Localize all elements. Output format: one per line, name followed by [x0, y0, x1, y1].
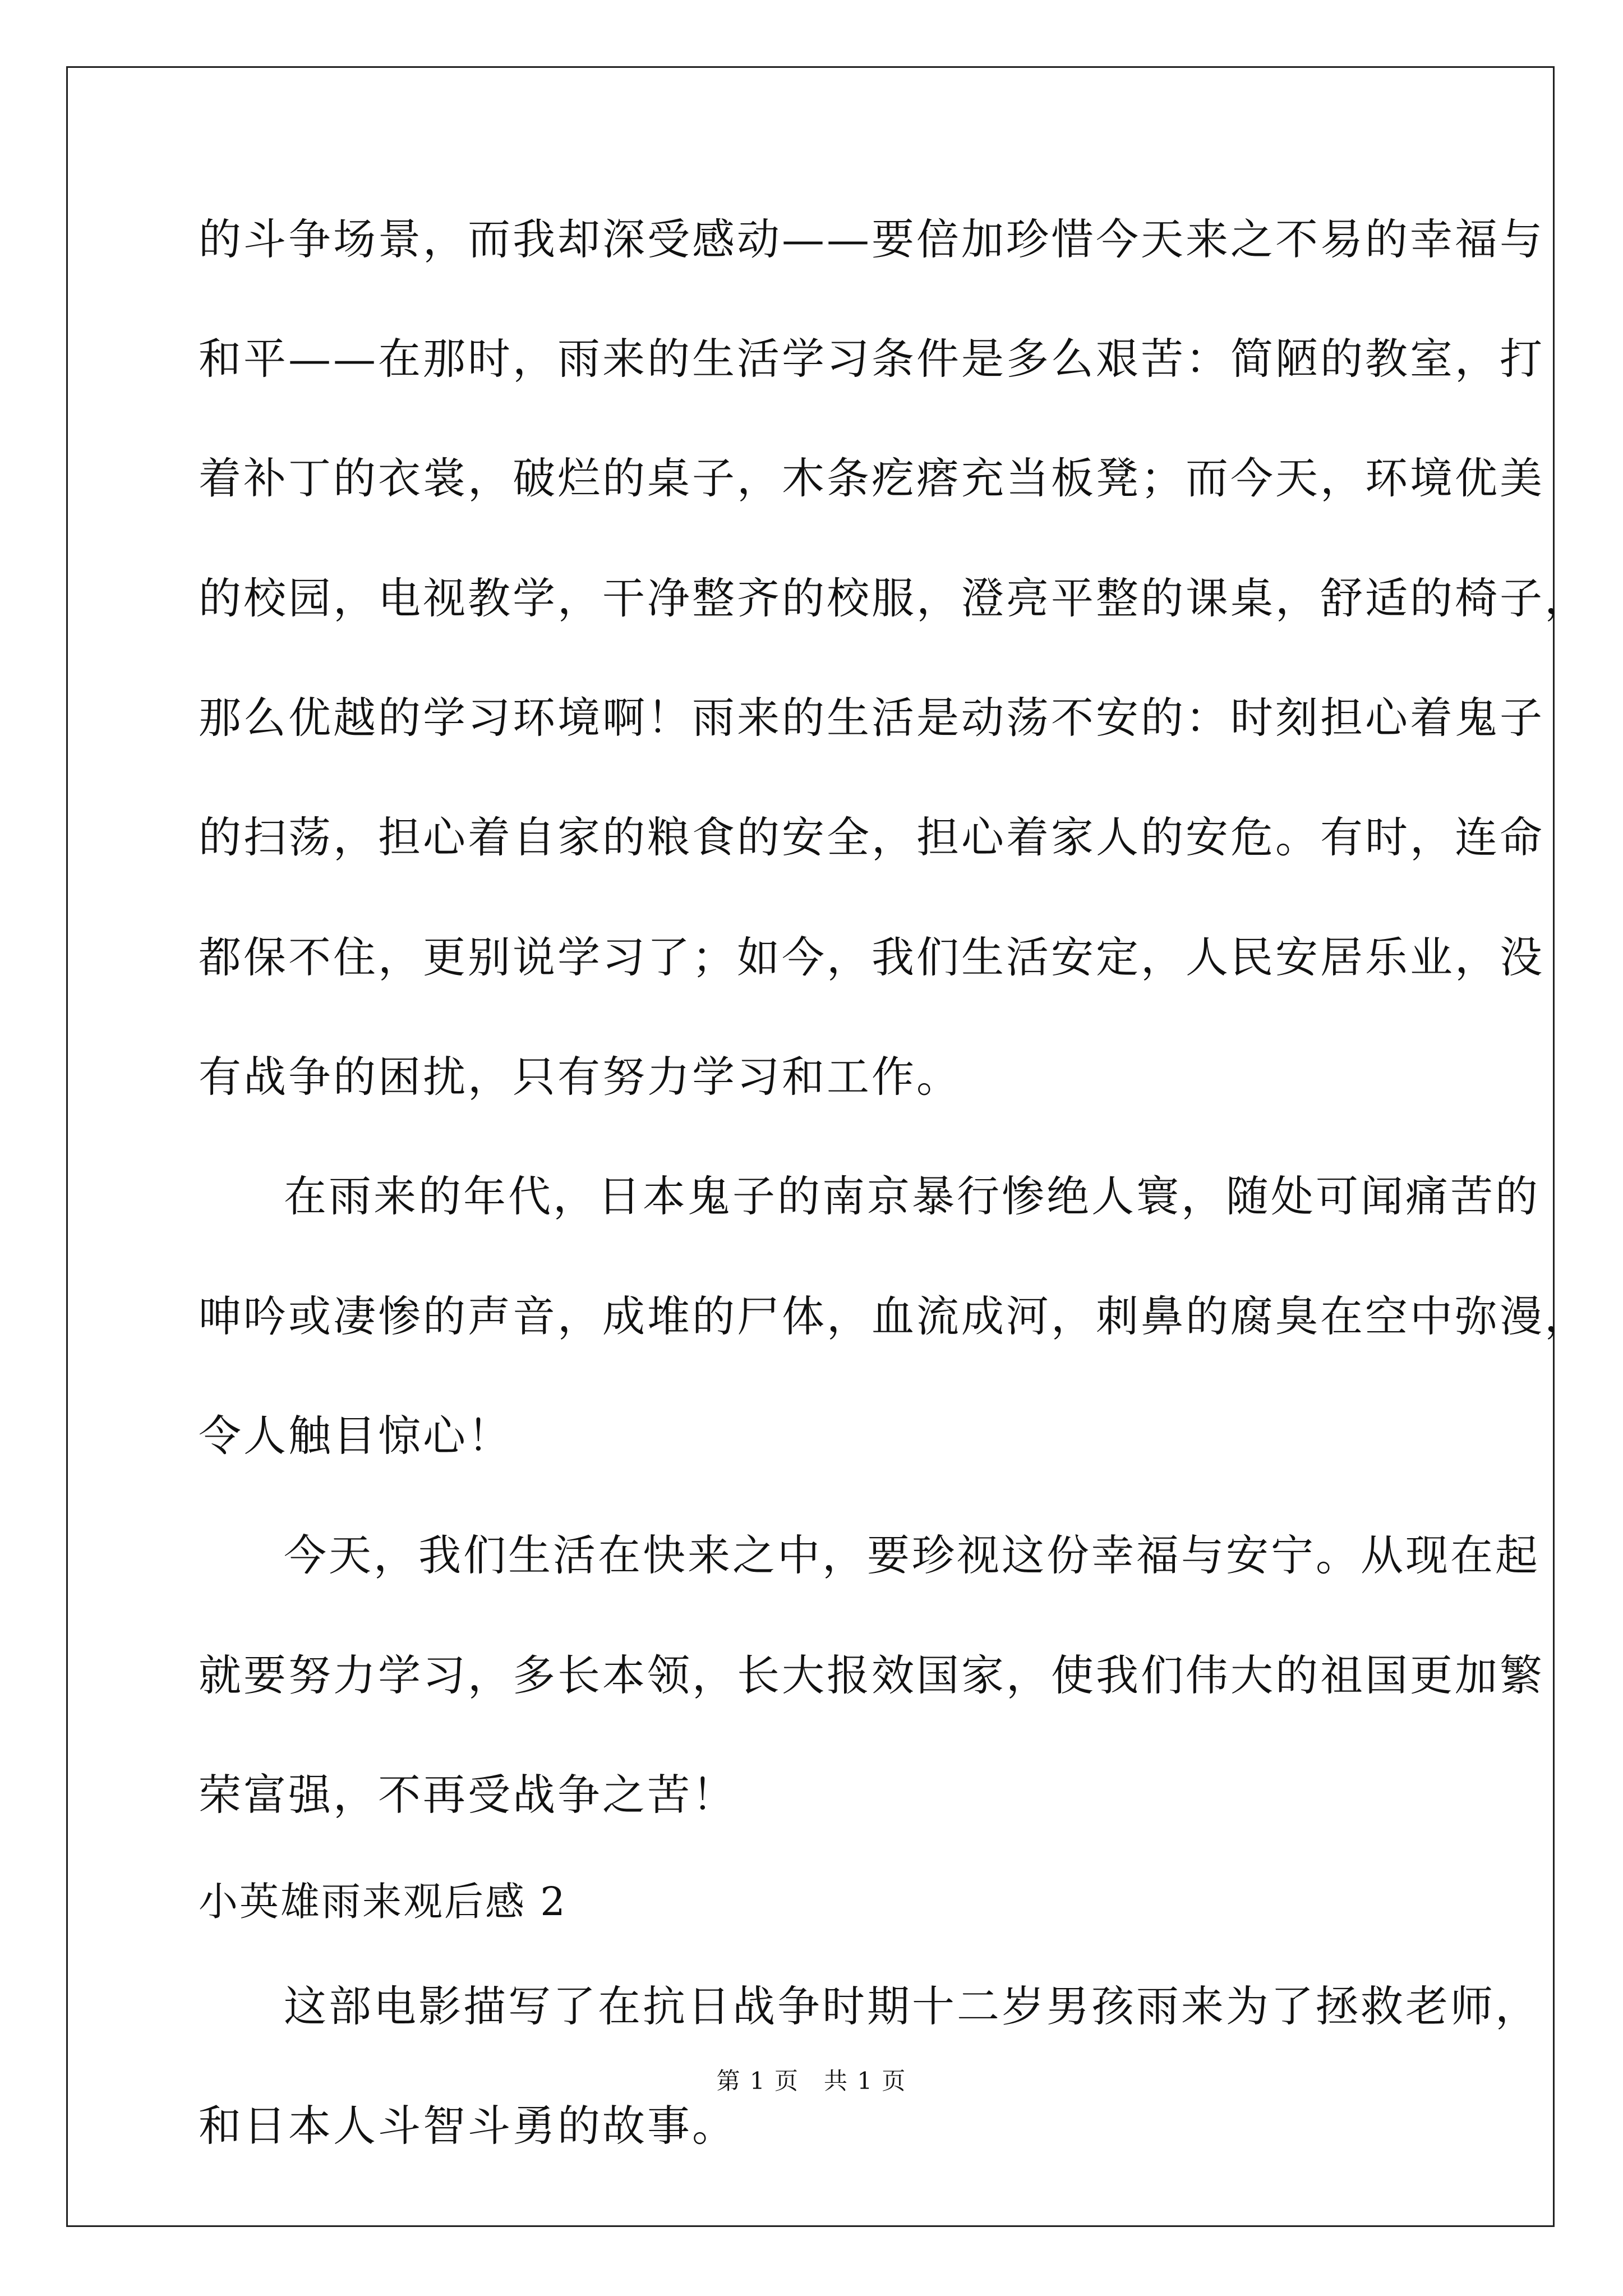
paragraph-1-line-7: 都保不住，更别说学习了；如今，我们生活安定，人民安居乐业，没	[199, 932, 1544, 982]
paragraph-1-line-2: 和平——在那时，雨来的生活学习条件是多么艰苦：简陋的教室，打	[199, 334, 1544, 384]
paragraph-1-line-6: 的扫荡，担心着自家的粮食的安全，担心着家人的安危。有时，连命	[199, 812, 1544, 862]
paragraph-1-line-8: 有战争的困扰，只有努力学习和工作。	[199, 1052, 961, 1102]
paragraph-4-line-1: 这部电影描写了在抗日战争时期十二岁男孩雨来为了拯救老师，	[284, 1981, 1540, 2031]
paragraph-4-line-2: 和日本人斗智斗勇的故事。	[199, 2101, 737, 2151]
paragraph-3-line-1: 今天，我们生活在快来之中，要珍视这份幸福与安宁。从现在起	[284, 1530, 1540, 1580]
page-number-footer: 第 1 页 共 1 页	[716, 2067, 907, 2095]
paragraph-2-line-1: 在雨来的年代，日本鬼子的南京暴行惨绝人寰，随处可闻痛苦的	[284, 1171, 1540, 1221]
paragraph-2-line-2: 呻吟或凄惨的声音，成堆的尸体，血流成河，刺鼻的腐臭在空中弥漫，	[199, 1291, 1589, 1341]
paragraph-1-line-4: 的校园，电视教学，干净整齐的校服，澄亮平整的课桌，舒适的椅子，	[199, 573, 1589, 623]
paragraph-1-line-5: 那么优越的学习环境啊！雨来的生活是动荡不安的：时刻担心着鬼子	[199, 693, 1544, 743]
paragraph-3-line-2: 就要努力学习，多长本领，长大报效国家，使我们伟大的祖国更加繁	[199, 1650, 1544, 1700]
paragraph-3-line-3: 荣富强，不再受战争之苦！	[199, 1770, 737, 1820]
paragraph-2-line-3: 令人触目惊心！	[199, 1411, 513, 1461]
section-heading: 小英雄雨来观后感 2	[199, 1879, 567, 1925]
paragraph-1-line-1: 的斗争场景，而我却深受感动——要倍加珍惜今天来之不易的幸福与	[199, 214, 1544, 264]
paragraph-1-line-3: 着补丁的衣裳，破烂的桌子，木条疙瘩充当板凳；而今天，环境优美	[199, 453, 1544, 503]
